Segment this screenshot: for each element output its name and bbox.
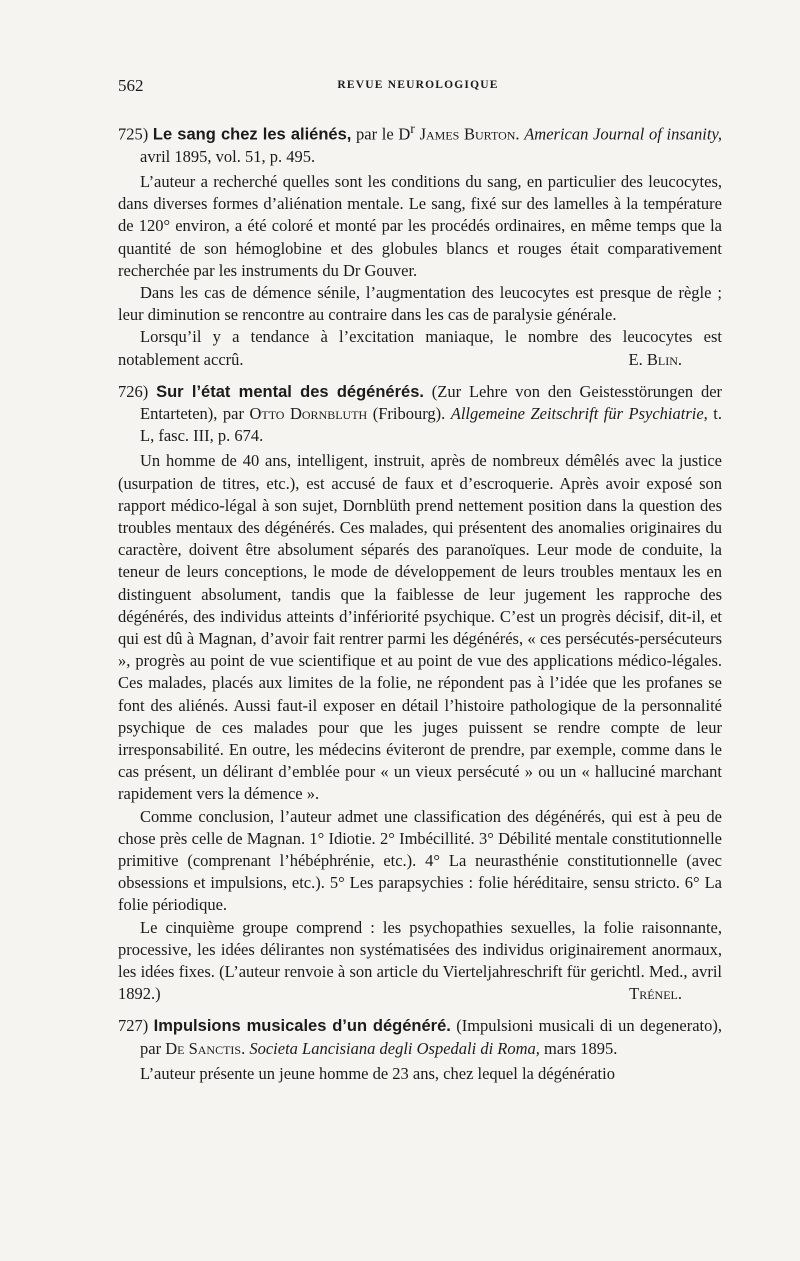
signature: Trénel. — [629, 984, 682, 1004]
article-726 — [118, 381, 722, 1006]
article-heading — [118, 1015, 722, 1059]
article-title: Le sang chez les aliénés, — [152, 125, 352, 144]
article-title: Sur l’état mental des dégénérés. — [156, 382, 424, 401]
citation-rest: mars 1895. — [539, 1038, 618, 1058]
citation-sep: (Fribourg). — [367, 403, 451, 423]
citation-sep: . — [241, 1038, 250, 1058]
paragraph — [118, 917, 722, 1006]
citation-pre: (Impulsioni musicali di un degenerato), par — [140, 1016, 722, 1058]
signature: E. Blin. — [628, 349, 682, 369]
citation-pre: par le D — [351, 124, 411, 144]
citation-rest: avril 1895, vol. 51, p. 495. — [140, 146, 316, 166]
citation-author: James Burton — [414, 124, 516, 144]
article-number: 727) — [118, 1016, 149, 1036]
paragraph — [118, 326, 722, 370]
citation-journal: Allgemeine Zeitschrift für Psychiatrie, — [450, 403, 708, 423]
article-727 — [118, 1015, 722, 1085]
article-heading — [118, 381, 722, 448]
article-725 — [118, 118, 722, 371]
citation-author: De Sanctis — [165, 1038, 242, 1058]
page-number: 562 — [118, 76, 144, 95]
article-title: Impulsions musicales d’un dégénéré. — [153, 1017, 451, 1036]
paragraph: Dans les cas de démence sénile, l’augmentation des leucocytes est presque de règle ; leur diminution se rencontre au contraire dans les cas de paralysie générale. — [118, 282, 722, 325]
article-heading — [118, 118, 722, 168]
citation-journal: American Journal of insanity, — [524, 124, 722, 144]
paragraph: Un homme de 40 ans, intelligent, instruit, après de nombreux démêlés avec la justice (usurpation de titres, etc.), est accusé de faux et d’escroquerie. Après avoir exposé son rapport médico-légal à son sujet, Dornblüth prend nettement position dans la question des troubles mentaux des dégénérés. Ces malades, qui présentent des anomalies originaires du caractère, doivent être absolument séparés des paranoïques. Leur mode de conduite, la teneur de leurs conceptions, le mode de développement de leurs troubles mentaux les en distinguent absolument, tandis que la faiblesse de leur jugement les rapproche des dégénérés, des individus atteints d’infériorité psychique. C’est un progrès décisif, dit-il, et qui est dû à Magnan, d’avoir fait rentrer parmi les dégénérés, « ces persécutés-persécuteurs », progrès au point de vue scientifique et au point de vue des applications médico-légales. Ces malades, placés aux limites de la folie, ne répondent pas à l’idée que les profanes se font des aliénés. Aussi faut-il exposer en détail l’histoire pathologique de la personnalité psychique de ces malades pour que les juges puissent se rendre compte de leur irresponsabilité. En outre, les médecins éviteront de prendre, par exemple, comme dans le cas présent, un délirant d’emblée pour « un vieux persécuté » ou un « halluciné marchant rapidement vers la démence ». — [118, 451, 722, 804]
paragraph: L’auteur présente un jeune homme de 23 ans, chez lequel la dégénératio — [140, 1063, 615, 1083]
citation-author: Otto Dornbluth — [249, 403, 368, 423]
article-number: 726) — [118, 381, 149, 401]
running-title: REVUE NEUROLOGIQUE — [337, 79, 499, 91]
citation-sep: . — [515, 124, 525, 144]
citation-sup: r — [410, 121, 415, 136]
paragraph-text: Le cinquième groupe comprend : les psychopathies sexuelles, la folie raisonnante, processive, les idées délirantes non systématisées des individus originairement anormaux, les idées fixes. (L’auteur renvoie à son article du Vierteljahreschrift für gerichtl. Med., avril 1892.) — [118, 917, 722, 1004]
paragraph: Comme conclusion, l’auteur admet une classification des dégénérés, qui est à peu de chose près celle de Magnan. 1° Idiotie. 2° Imbécillité. 3° Débilité mentale constitutionnelle primitive (comprenant l’hébéphrénie, etc.). 4° La neurasthénie constitutionnelle (avec obsessions et impulsions, etc.). 5° Les parapsychies : folie héréditaire, sensu stricto. 6° La folie périodique. — [118, 806, 722, 915]
article-number: 725) — [118, 124, 149, 144]
citation-rest: t. L, fasc. III, p. 674. — [140, 403, 722, 446]
page-header — [118, 76, 718, 98]
paragraph: L’auteur a recherché quelles sont les conditions du sang, en particulier des leucocytes, dans diverses formes d’aliénation mentale. Le sang, fixé sur des lamelles à la température de 120° environ, a été coloré et monté par les procédés ordinaires, en même temps que la quantité de son hémoglobine et des globules blancs et rouges était comparativement recherchée par les instruments du Dr Gouver. — [118, 171, 722, 280]
citation-journal: Societa Lancisiana degli Ospedali di Roma, — [249, 1038, 540, 1058]
citation-pre: (Zur Lehre von den Geistesstörungen der Entarteten), par — [140, 381, 723, 423]
page-body — [118, 118, 722, 1095]
paragraph-text: Lorsqu’il y a tendance à l’excitation maniaque, le nombre des leucocytes est notablement accrû. — [118, 327, 722, 369]
